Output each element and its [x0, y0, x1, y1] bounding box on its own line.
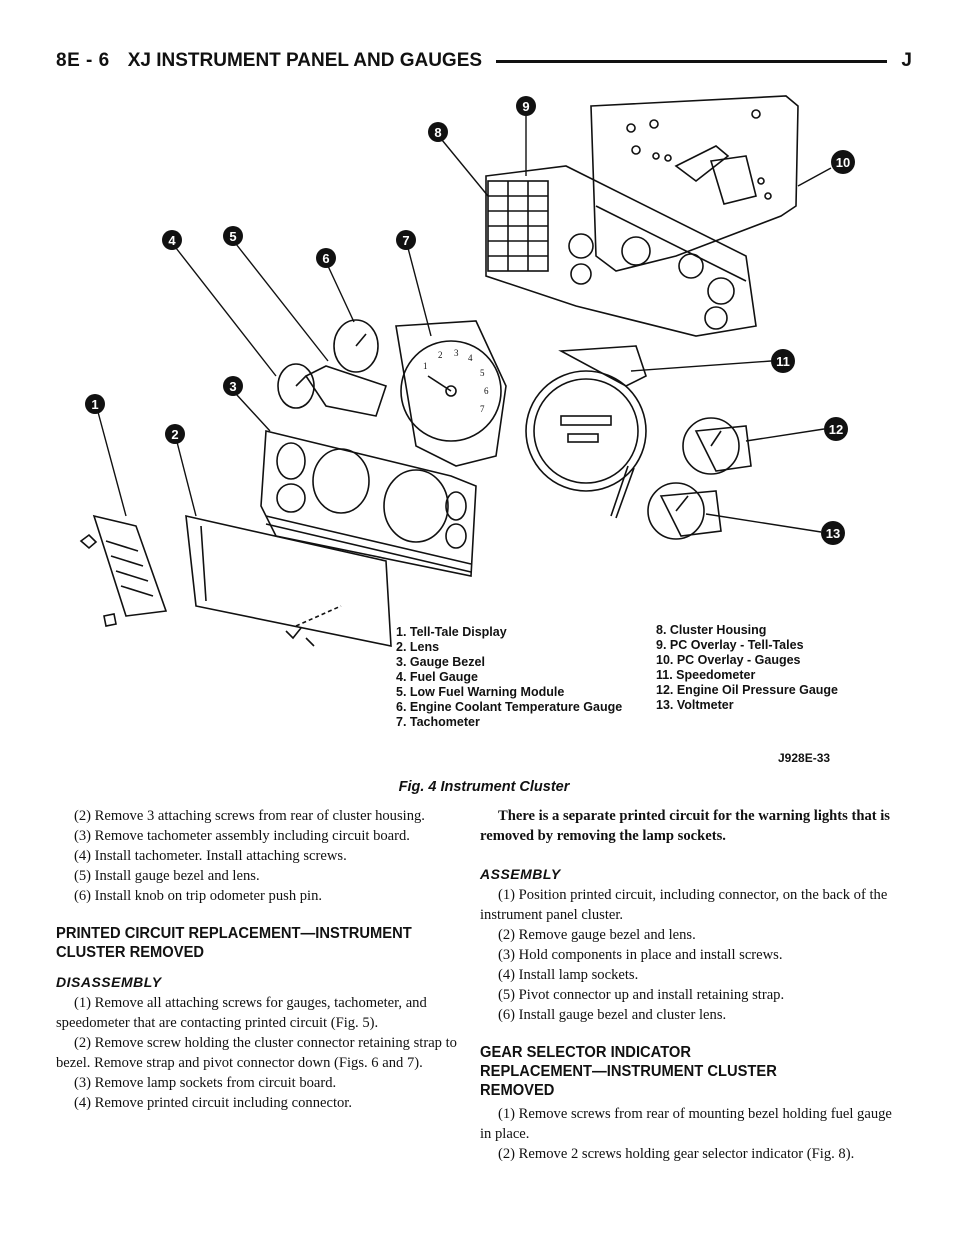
callout-13 — [821, 521, 845, 545]
legend-item: 4. Fuel Gauge — [396, 670, 478, 684]
right-column — [480, 806, 900, 1164]
figure-caption: Fig. 4 Instrument Cluster — [398, 779, 570, 795]
step: (5) Pivot connector up and install retaining strap. — [498, 987, 785, 1003]
svg-text:4: 4 — [168, 233, 176, 248]
lens-drawing — [186, 516, 391, 646]
callout-numbers — [85, 96, 855, 545]
callout-12 — [824, 417, 848, 441]
section-number: 8E - 6 — [56, 50, 110, 71]
legend-item: 13. Voltmeter — [656, 698, 734, 712]
section-heading: GEAR SELECTOR INDICATOR REPLACEMENT—INSTRUMENT CLUSTER REMOVED — [480, 1044, 777, 1099]
svg-text:1: 1 — [423, 361, 428, 371]
step: (3) Remove lamp sockets from circuit board. — [74, 1075, 337, 1091]
callout-6 — [316, 248, 336, 268]
callout-5 — [223, 226, 243, 246]
legend-item: 10. PC Overlay - Gauges — [656, 653, 801, 667]
svg-text:1: 1 — [91, 397, 99, 412]
step: (6) Install gauge bezel and cluster lens. — [498, 1007, 727, 1023]
page-header — [56, 46, 912, 76]
callout-2 — [165, 424, 185, 444]
legend-item: 2. Lens — [396, 640, 440, 654]
legend-item: 9. PC Overlay - Tell-Tales — [656, 638, 804, 652]
callout-3 — [223, 376, 243, 396]
svg-text:12: 12 — [828, 422, 844, 437]
svg-text:7: 7 — [402, 233, 410, 248]
legend-item: 3. Gauge Bezel — [396, 655, 485, 669]
svg-text:5: 5 — [480, 368, 485, 378]
legend-item: 7. Tachometer — [396, 715, 480, 729]
svg-text:7: 7 — [480, 404, 485, 414]
legend-item: 11. Speedometer — [656, 668, 756, 682]
legend-item: 5. Low Fuel Warning Module — [396, 685, 565, 699]
svg-text:10: 10 — [835, 155, 851, 170]
legend-item: 1. Tell-Tale Display — [396, 625, 507, 639]
step: (3) Hold components in place and install screws. — [498, 947, 783, 963]
svg-text:2: 2 — [171, 427, 179, 442]
figure-legend-right — [656, 623, 838, 713]
cluster-housing-drawing — [486, 166, 756, 336]
tachometer-drawing — [396, 321, 506, 466]
header-rule — [496, 60, 887, 63]
step: (1) Remove screws from rear of mounting bezel holding fuel gauge in place. — [480, 1106, 892, 1142]
section-title: XJ INSTRUMENT PANEL AND GAUGES — [127, 50, 483, 71]
figure-legend-left — [396, 625, 622, 730]
speedometer-drawing — [526, 371, 646, 491]
legend-item: 6. Engine Coolant Temperature Gauge — [396, 700, 623, 714]
step: (4) Remove printed circuit including connector. — [74, 1095, 353, 1111]
step: (2) Remove screw holding the cluster connector retaining strap to bezel. Remove strap and pivot connector down (Figs. 6 and 7). — [56, 1035, 457, 1071]
callout-8 — [428, 122, 448, 142]
legend-item: 8. Cluster Housing — [656, 623, 767, 637]
step: (1) Position printed circuit, including connector, on the back of the instrument panel cluster. — [480, 887, 888, 923]
pc-overlay-gauges-drawing — [591, 96, 798, 271]
svg-text:8: 8 — [434, 125, 442, 140]
step: (4) Install lamp sockets. — [498, 967, 639, 983]
callout-7 — [396, 230, 416, 250]
callout-10 — [831, 150, 855, 174]
step: (1) Remove all attaching screws for gauges, tachometer, and speedometer that are contacting printed circuit (Fig. 5). — [56, 995, 427, 1031]
step: (5) Install gauge bezel and lens. — [74, 868, 260, 884]
step: (2) Remove 3 attaching screws from rear of cluster housing. — [74, 808, 425, 824]
left-column — [56, 806, 466, 1113]
step: (3) Remove tachometer assembly including circuit board. — [74, 828, 410, 844]
tell-tale-display-drawing — [94, 516, 166, 616]
svg-text:11: 11 — [776, 354, 790, 369]
svg-text:6: 6 — [484, 386, 489, 396]
step: (2) Remove 2 screws holding gear selector indicator (Fig. 8). — [498, 1146, 855, 1162]
step: (6) Install knob on trip odometer push pin. — [74, 888, 323, 904]
gauge-bezel-drawing — [261, 431, 476, 576]
subheading-disassembly: DISASSEMBLY — [56, 974, 162, 990]
callout-4 — [162, 230, 182, 250]
svg-text:4: 4 — [468, 353, 473, 363]
legend-item: 12. Engine Oil Pressure Gauge — [656, 683, 839, 697]
step: (4) Install tachometer. Install attaching screws. — [74, 848, 347, 864]
figure-code: J928E-33 — [778, 751, 831, 765]
svg-text:9: 9 — [522, 99, 530, 114]
note: There is a separate printed circuit for the warning lights that is removed by removing the lamp sockets. — [480, 808, 890, 844]
svg-text:6: 6 — [322, 251, 330, 266]
svg-text:3: 3 — [229, 379, 237, 394]
subheading-assembly: ASSEMBLY — [480, 866, 561, 882]
callout-11 — [771, 349, 795, 373]
svg-text:2: 2 — [438, 350, 443, 360]
svg-text:3: 3 — [454, 348, 459, 358]
section-heading: PRINTED CIRCUIT REPLACEMENT—INSTRUMENT CLUSTER REMOVED — [56, 925, 412, 961]
step: (2) Remove gauge bezel and lens. — [498, 927, 696, 943]
svg-text:5: 5 — [229, 229, 237, 244]
callout-9 — [516, 96, 536, 116]
svg-text:13: 13 — [825, 526, 841, 541]
callout-1 — [85, 394, 105, 414]
model-letter: J — [901, 50, 912, 71]
